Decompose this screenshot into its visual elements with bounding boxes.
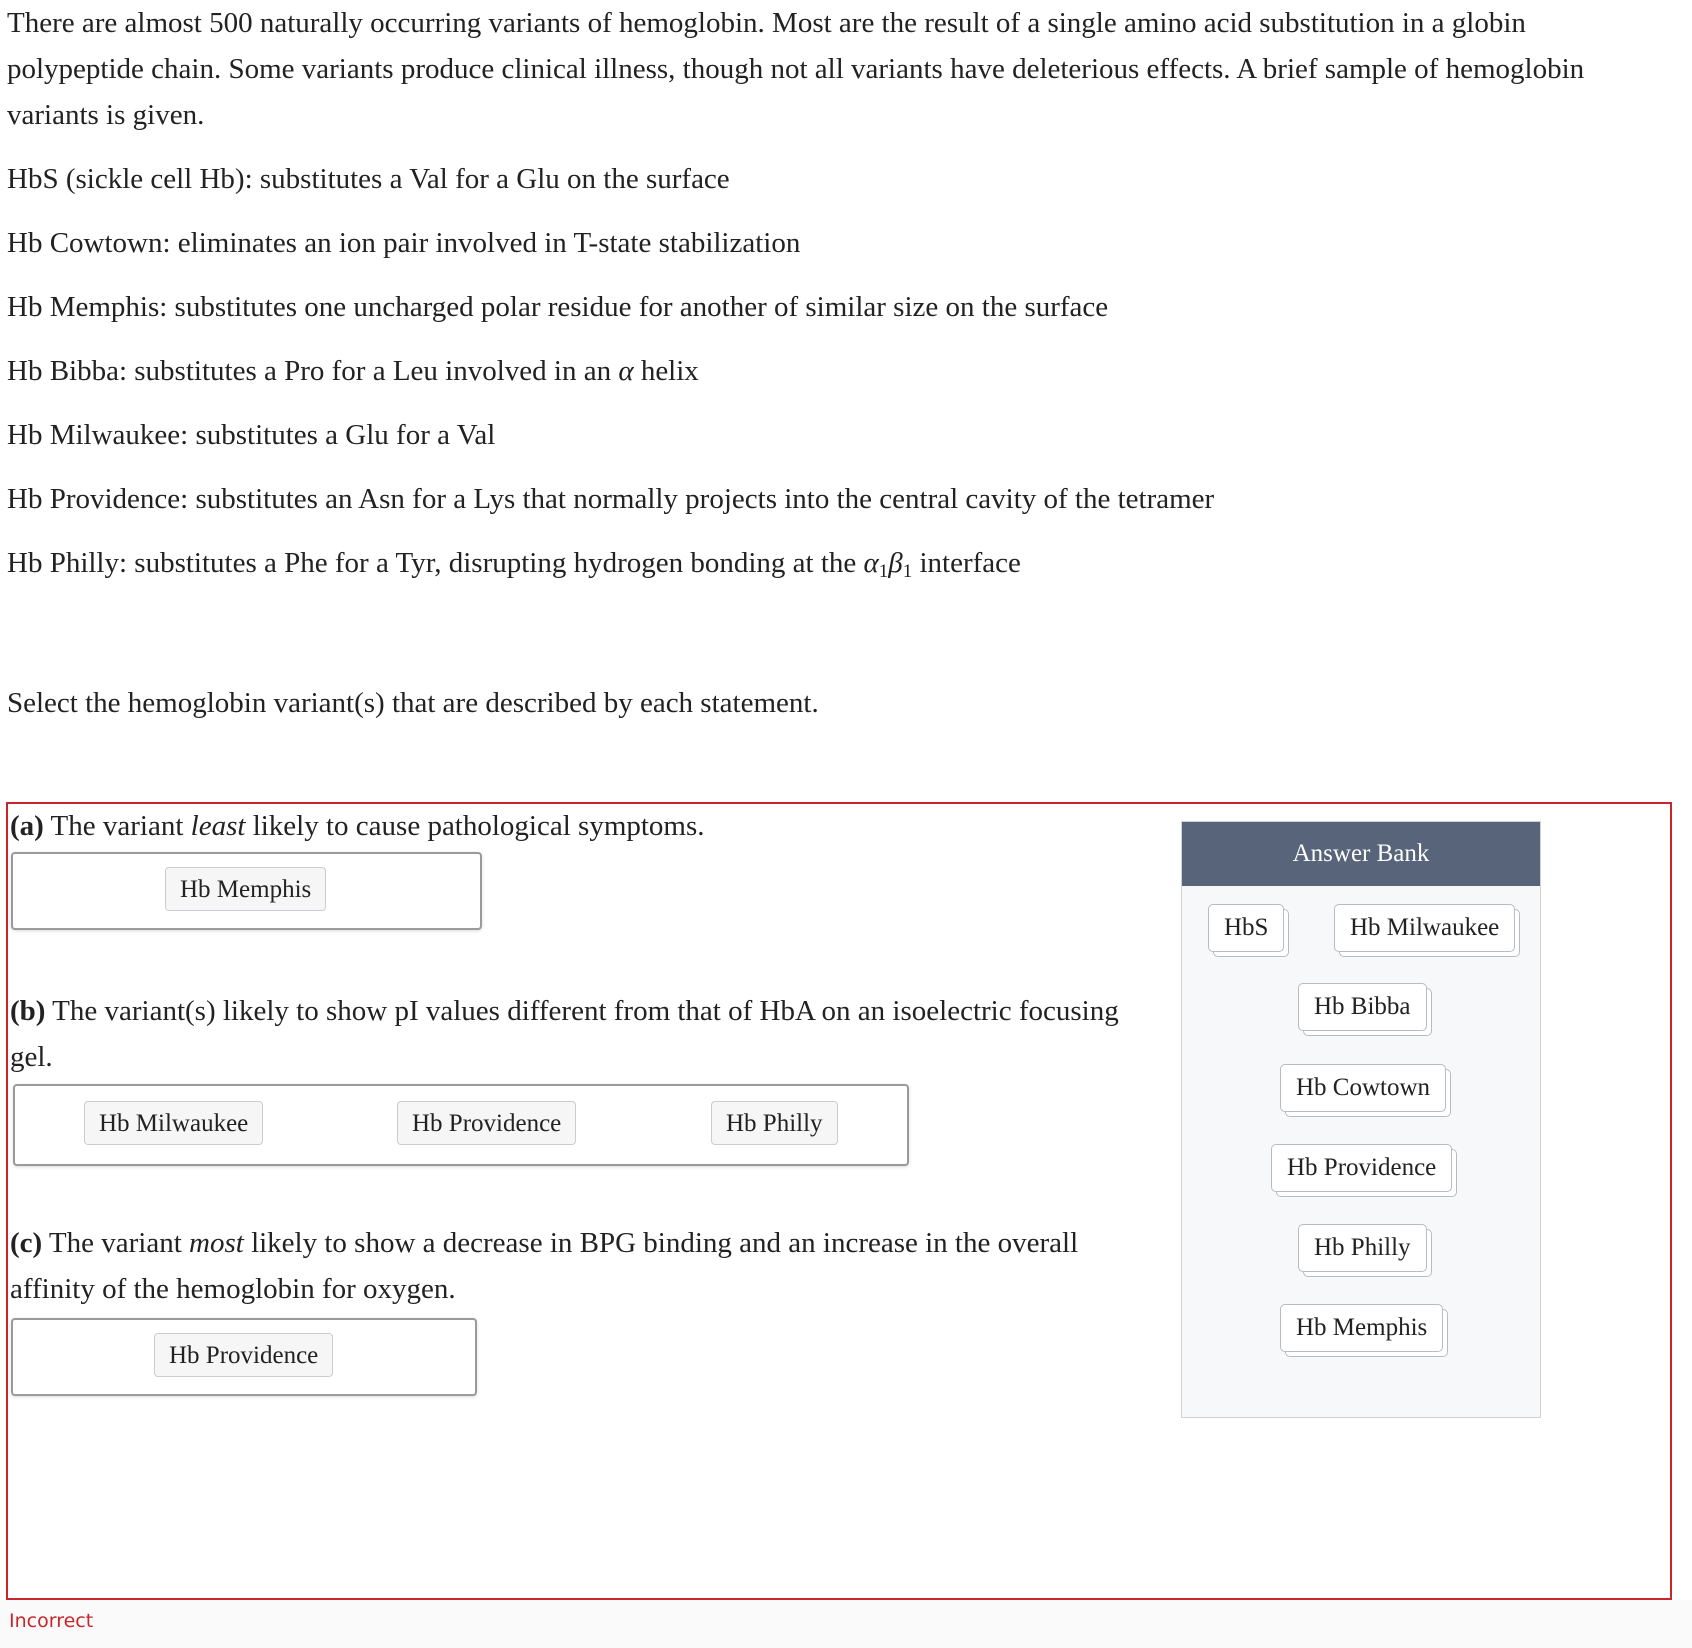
subscript-1: 1 — [902, 561, 913, 582]
alpha-symbol: α — [863, 547, 879, 579]
answer-chip-hb-memphis[interactable]: Hb Memphis — [165, 867, 326, 911]
alpha-symbol: α — [618, 355, 634, 387]
variant-philly-text: Hb Philly: substitutes a Phe for a Tyr, disrupting hydrogen bonding at the — [7, 547, 864, 579]
variant-milwaukee: Hb Milwaukee: substitutes a Glu for a Val — [7, 419, 496, 451]
status-message: Incorrect — [9, 1610, 94, 1632]
status-bar — [0, 1600, 1692, 1648]
answer-bank — [1181, 821, 1541, 1418]
question-a-label: (a) — [10, 810, 44, 842]
question-a-emphasis: least — [190, 810, 246, 842]
bank-item-hbs[interactable]: HbS — [1208, 904, 1284, 952]
variant-philly-tail: interface — [912, 547, 1021, 579]
subscript-1: 1 — [878, 561, 889, 582]
variant-bibba-tail: helix — [633, 355, 699, 387]
question-a — [10, 803, 1130, 849]
variant-providence: Hb Providence: substitutes an Asn for a Lys that normally projects into the central cavity of the tetramer — [7, 483, 1215, 515]
bank-item-hb-philly[interactable]: Hb Philly — [1298, 1224, 1427, 1272]
bank-item-hb-cowtown[interactable]: Hb Cowtown — [1280, 1064, 1446, 1112]
question-c-emphasis: most — [189, 1227, 244, 1259]
instruction-prompt: Select the hemoglobin variant(s) that are described by each statement. — [7, 687, 819, 719]
question-a-text-end: likely to cause pathological symptoms. — [245, 810, 705, 842]
question-c-text-end: likely to show a decrease in BPG binding and an increase in the overall affinity of the hemoglobin for oxygen. — [10, 1227, 1079, 1305]
variant-list — [7, 156, 1214, 604]
answer-bank-title: Answer Bank — [1182, 822, 1540, 886]
question-c-label: (c) — [10, 1227, 43, 1259]
question-b-label: (b) — [10, 995, 46, 1027]
question-b-text: The variant(s) likely to show pI values different from that of HbA on an isoelectric focusing gel. — [10, 995, 1119, 1073]
bank-item-hb-memphis[interactable]: Hb Memphis — [1280, 1304, 1443, 1352]
bank-item-hb-bibba[interactable]: Hb Bibba — [1298, 983, 1427, 1031]
question-b — [10, 988, 1130, 1080]
variant-memphis: Hb Memphis: substitutes one uncharged polar residue for another of similar size on the surface — [7, 291, 1109, 323]
question-c — [10, 1220, 1100, 1312]
bank-item-hb-providence[interactable]: Hb Providence — [1271, 1144, 1452, 1192]
answer-chip-hb-philly[interactable]: Hb Philly — [711, 1101, 838, 1145]
intro-text: There are almost 500 naturally occurring variants of hemoglobin. Most are the result of a single amino acid substitution in a globin polypeptide chain. Some variants produce clinical illness, though not all variants have deleterious effects. A brief sample of hemoglobin variants is given. — [7, 7, 1585, 131]
dropzone-c[interactable] — [11, 1318, 477, 1396]
variant-bibba — [7, 348, 1214, 412]
question-c-text: The variant — [42, 1227, 190, 1259]
variant-cowtown: Hb Cowtown: eliminates an ion pair involved in T-state stabilization — [7, 227, 801, 259]
answer-chip-hb-milwaukee[interactable]: Hb Milwaukee — [84, 1101, 263, 1145]
variant-philly — [7, 540, 1214, 604]
beta-symbol: β — [888, 547, 903, 579]
dropzone-b[interactable] — [13, 1084, 909, 1166]
intro-paragraph — [7, 0, 1667, 138]
variant-bibba-text: Hb Bibba: substitutes a Pro for a Leu involved in an — [7, 355, 619, 387]
variant-hbs: HbS (sickle cell Hb): substitutes a Val for a Glu on the surface — [7, 163, 730, 195]
question-a-text: The variant — [43, 810, 191, 842]
answer-chip-hb-providence[interactable]: Hb Providence — [154, 1333, 333, 1377]
answer-chip-hb-providence[interactable]: Hb Providence — [397, 1101, 576, 1145]
bank-item-hb-milwaukee[interactable]: Hb Milwaukee — [1334, 904, 1515, 952]
dropzone-a[interactable] — [11, 852, 482, 930]
